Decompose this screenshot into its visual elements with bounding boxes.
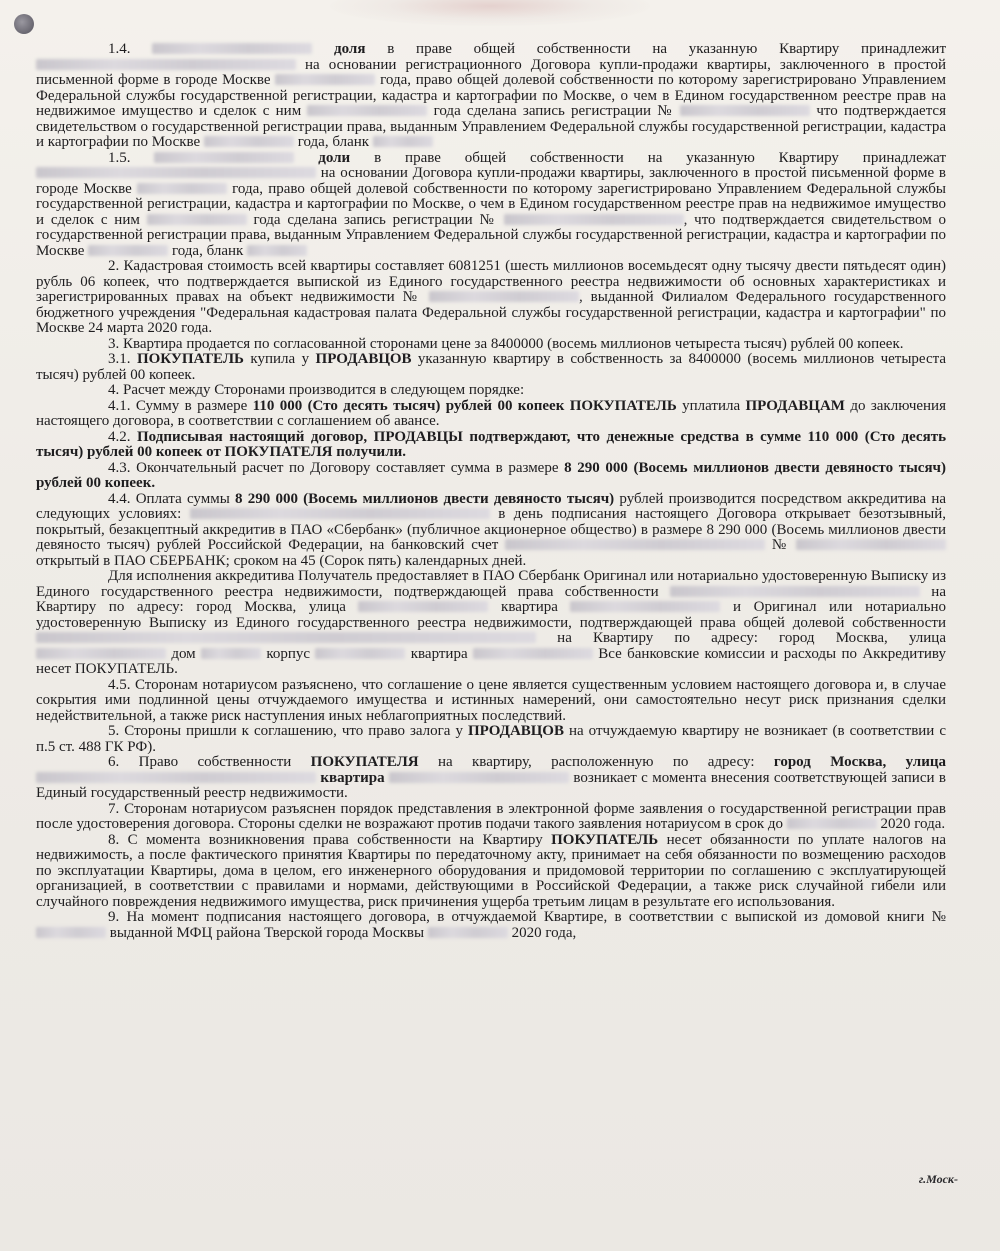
- clause-1-5: 1.5. доли в праве общей собственности на указанную Квартиру принадлежат на основании Договора купли-продажи квартиры, заключенного в простой письменной форме в городе Москве года, право общей долевой собственности по которому зарегистрировано Управлением Федеральной службы государственной регистрации, кадастра и картографии по Москве, о чем в Едином государственном реестре прав на недвижимое имущество и сделок с ним года сделана запись регистрации № , что подтверждается свидетельством о государственной регистрации права, выданным Управлением Федеральной службы государственной регистрации, кадастра и картографии по Москве года, бланк: [36, 149, 946, 259]
- emblem-watermark: [330, 0, 650, 26]
- redacted-text: [204, 136, 294, 147]
- redacted-text: [473, 648, 593, 659]
- clause-2: 2. Кадастровая стоимость всей квартиры составляет 6081251 (шесть миллионов восемьдесят одну тысячу двести пятьдесят один) рубль 06 копеек, что подтверждается выпиской из Единого государственного реестра недвижимости об основных характеристиках и зарегистрированных правах на объект недвижимости № , выданной Филиалом Федерального государственного бюджетного учреждения "Федеральная кадастровая палата Федеральной службы государственной регистрации, кадастра и картографии" по Москве 24 марта 2020 года.: [36, 258, 946, 336]
- redacted-text: [36, 927, 106, 938]
- redacted-text: [429, 291, 579, 302]
- clause-8: 8. С момента возникновения права собственности на Квартиру ПОКУПАТЕЛЬ несет обязанности по уплате налогов на недвижимость, а после фактического принятия Квартиры по передаточному акту, принимает на себя обязанности по возмещению расходов по эксплуатации Квартиры, дома в целом, его инженерного оборудования и придомовой территории по соглашению с эксплуатирующей организацией, в соответствии с правилами и нормами, действующими в Российской Федерации, а также риск случайной гибели или случайного повреждения недвижимого имущества, риск причинения ущерба третьим лицам в результате его использования.: [36, 831, 946, 910]
- redacted-text: [680, 105, 810, 116]
- clause-3: 3. Квартира продается по согласованной сторонами цене за 8400000 (восемь миллионов четыреста тысяч) рублей 00 копеек.: [108, 335, 904, 352]
- redacted-text: [201, 648, 261, 659]
- redacted-text: [373, 136, 433, 147]
- redacted-text: [147, 214, 247, 225]
- redacted-text: [36, 632, 536, 643]
- redacted-text: [670, 586, 920, 597]
- clause-5: 5. Стороны пришли к соглашению, что право залога у ПРОДАВЦОВ на отчуждаемую квартиру не возникает (в соответствии с п.5 ст. 488 ГК РФ).: [36, 723, 946, 755]
- redacted-text: [36, 59, 296, 70]
- contract-text: [36, 42, 946, 941]
- redacted-text: [88, 245, 168, 256]
- redacted-text: [36, 772, 316, 783]
- redacted-text: [36, 648, 166, 659]
- redacted-text: [307, 105, 427, 116]
- redacted-text: [787, 818, 877, 829]
- redacted-text: [137, 183, 227, 194]
- footer-signature: г.Моск-: [918, 1172, 958, 1186]
- redacted-text: [154, 152, 294, 163]
- clause-4-3: 4.3. Окончательный расчет по Договору составляет сумма в размере 8 290 000 (Восемь миллионов двести девяносто тысяч) рублей 00 копеек.: [36, 459, 947, 491]
- redacted-text: [570, 601, 720, 612]
- clause-4-2: 4.2. Подписывая настоящий договор, ПРОДАВЦЫ подтверждают, что денежные средства в сумме 110 000 (Сто десять тысяч) рублей 00 копеек от ПОКУПАТЕЛЯ получили.: [36, 428, 946, 460]
- clause-1-4: 1.4. доля в праве общей собственности на указанную Квартиру принадлежит на основании регистрационного Договора купли-продажи квартиры, заключенного в простой письменной форме в городе Москве года, право общей долевой собственности по которому зарегистрировано Управлением Федеральной службы государственной регистрации, кадастра и картографии по Москве, о чем в Едином государственном реестре прав на недвижимое имущество и сделок с ним года сделана запись регистрации № что подтверждается свидетельством о государственной регистрации права, выданным Управлением Федеральной службы государственной регистрации, кадастра и картографии по Москве года, бланк: [36, 41, 947, 150]
- redacted-text: [389, 772, 569, 783]
- clause-6: 6. Право собственности ПОКУПАТЕЛЯ на квартиру, расположенную по адресу: город Москва, улица квартира возникает с момента внесения соответствующей записи в Единый государственный реестр недвижимости.: [36, 754, 947, 801]
- scan-artifact: [14, 14, 34, 34]
- redacted-text: [315, 648, 405, 659]
- redacted-text: [358, 601, 488, 612]
- clause-4-1: 4.1. Сумму в размере 110 000 (Сто десять тысяч) рублей 00 копеек ПОКУПАТЕЛЬ уплатила ПРОДАВЦАМ до заключения настоящего договора, в соответствии с соглашением об авансе.: [36, 397, 946, 429]
- redacted-text: [428, 927, 508, 938]
- redacted-text: [190, 508, 490, 519]
- clause-4-5: 4.5. Сторонам нотариусом разъяснено, что соглашение о цене является существенным условием настоящего договора и, в случае сокрытия ими подлинной цены отчуждаемого имущества и истинных намерений, они самостоятельно несут риск признания сделки недействительной, а также риск наступления иных неблагоприятных последствий.: [36, 676, 946, 724]
- clause-4-4: 4.4. Оплата суммы 8 290 000 (Восемь миллионов двести девяносто тысяч) рублей производится посредством аккредитива на следующих условиях: в день подписания настоящего Договора открывает безотзывный, покрытый, безакцептный аккредитив в ПАО «Сбербанк» (публичное акционерное общество) в размере 8 290 000 (Восемь миллионов двести девяносто тысяч) рублей Российской Федерации, на банковский счет № открытый в ПАО СБЕРБАНК; сроком на 45 (Сорок пять) календарных дней.: [36, 490, 947, 569]
- redacted-text: [275, 74, 375, 85]
- clause-9: 9. На момент подписания настоящего договора, в отчуждаемой Квартире, в соответствии с выпиской из домовой книги № выданной МФЦ района Тверской города Москвы 2020 года,: [36, 910, 946, 941]
- clause-accreditive: Для исполнения аккредитива Получатель предоставляет в ПАО Сбербанк Оригинал или нотариально удостоверенную Выписку из Единого государственного реестра недвижимости, подтверждающей права собственности на Квартиру по адресу: город Москва, улица квартира и Оригинал или нотариально удостоверенную Выписку из Единого государственного реестра недвижимости, подтверждающей права общей долевой собственности на Квартиру по адресу: город Москва, улица дом корпус квартира Все банковские комиссии и расходы по Аккредитиву несет ПОКУПАТЕЛЬ.: [36, 568, 947, 677]
- clause-4: 4. Расчет между Сторонами производится в следующем порядке:: [108, 382, 525, 398]
- redacted-text: [152, 43, 312, 54]
- redacted-text: [796, 539, 946, 550]
- redacted-text: [36, 167, 316, 178]
- redacted-text: [504, 214, 684, 225]
- clause-3-1: 3.1. ПОКУПАТЕЛЬ купила у ПРОДАВЦОВ указанную квартиру в собственность за 8400000 (восемь миллионов четыреста тысяч) рублей 00 копеек.: [36, 351, 947, 383]
- redacted-text: [505, 539, 765, 550]
- redacted-text: [247, 245, 307, 256]
- clause-7: 7. Сторонам нотариусом разъяснен порядок представления в электронной форме заявления о государственной регистрации прав после удостоверения договора. Стороны сделки не возражают против подачи такого заявления нотариусом в срок до 2020 года.: [36, 800, 946, 832]
